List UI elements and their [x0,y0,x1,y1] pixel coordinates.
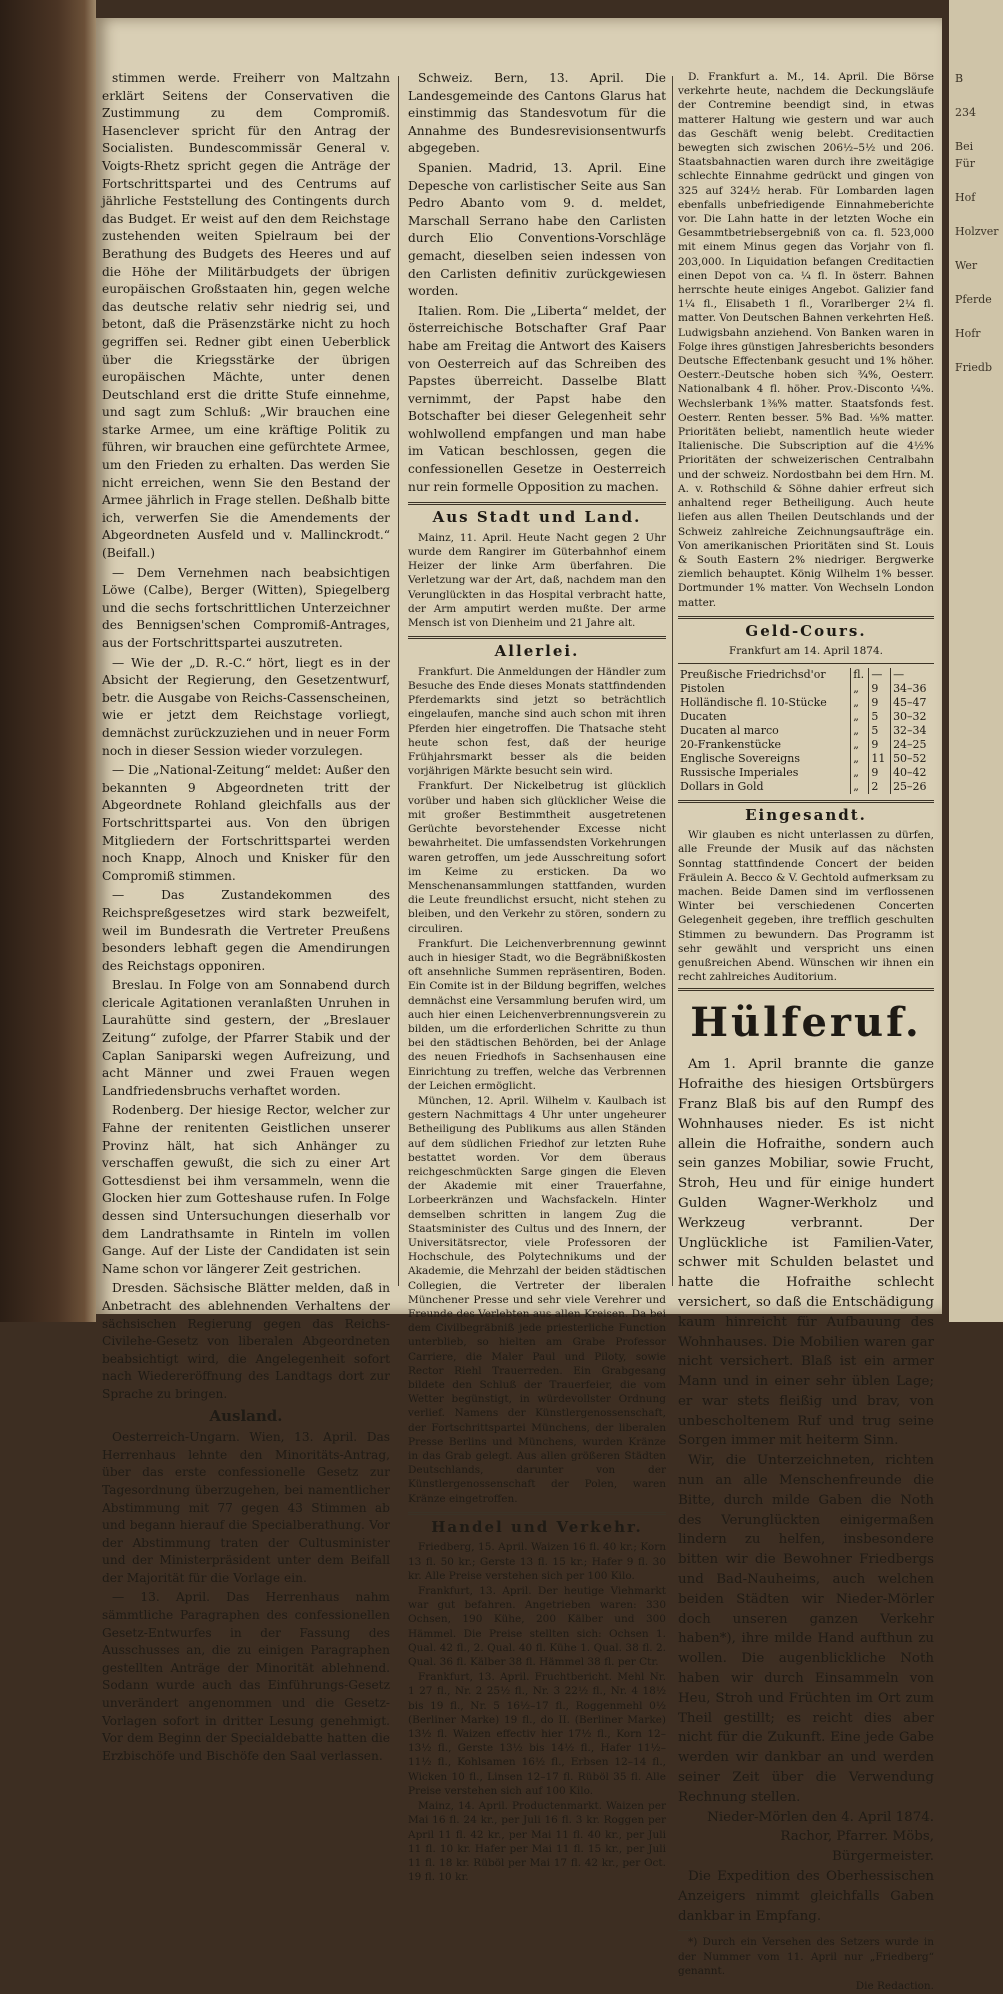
article-dresden: Dresden. Sächsische Blätter melden, daß in Anbetracht des ablehnenden Verhaltens der sächsischen Regierung gegen das Reichs-Civilehe-Gesetz von liberalen Abgeordneten beabsichtigt wird, die Angelegenheit sofort nach Wiedereröffnung des Landtags dort zur Sprache zu bringen. [102,1281,390,1401]
article-concert: Wir glauben es nicht unterlassen zu dürfen, alle Freunde der Musik auf das nächsten Sonntag stattfindende Concert der beiden Fräulein A. Becco & V. Gechtold aufmerksam zu machen. Beide Damen sind im verflossenen Winter bei verschiedenen Concerten Gelegenheit gegeben, ihre trefflich geschulten Stimmen zu bewundern. Das Programm ist sehr gewählt und verspricht uns einen genußreichen Abend. Wünschen wir ihnen ein recht zahlreiches Auditorium. [678,829,934,984]
article-rodenberg: Rodenberg. Der hiesige Rector, welcher zur Fahne der renitenten Geistlichen unserer Provinz hält, hat sich Anhänger zu verschaffen gewußt, die sich zu einer Art Gottesdienst bei ihm versammeln, wenn die Glocken hier zum Gotteshause rufen. In Folge dessen sind Untersuchungen dieserhalb vor dem Landrathsamte in Rinteln im vollen Gange. Auf der Liste der Candidaten ist sein Name schon vor längerer Zeit gestrichen. [102,1103,390,1276]
rate-kreuzer: 30–32 [893,709,927,723]
exchange-row [678,696,934,710]
article-reichscassenscheine: — Wie der „D. R.-C.“ hört, liegt es in der Absicht der Regierung, den Gesetzentwurf, betr. die Ausgabe von Reichs-Cassenscheinen, wie er jetzt dem Reichstage vorliegt, demnächst zurückzuziehen und in neuer Form noch in dieser Session wieder vorzulegen. [102,655,390,758]
rate-gulden: 9 [869,738,891,752]
rate-kreuzer: 34–36 [893,681,927,695]
currency-unit: „ [851,682,869,696]
currency-unit: „ [851,766,869,780]
section-heading-geld-cours: Geld-Cours. [678,616,934,641]
currency-name: Ducaten [678,710,851,724]
rate-kreuzer: 24–25 [893,737,927,751]
appeal-text: Am 1. April brannte die ganze Hofraithe des hiesigen Ortsbürgers Franz Blaß bis auf den Rumpf des Wohnhauses nieder. Es ist nicht allein die Hofraithe, sondern auch sein ganzes Mobiliar, sowie Frucht, Stroh, Heu und für einige hundert Gulden Wagner-Werkholz und Werkzeug verbrannt. Der Unglückliche ist Familien-Vater, schwer mit Schulden belastet und hatte die Hofraithe schlecht versichert, so daß die Entschädigung kaum hinreicht für Aufbauung des Wohnhauses. Die Mobilien waren gar nicht versichert. Blaß ist ein armer Mann und in einer sehr üblen Lage; er war stets fleißig und brav, von unbescholtenem Ruf und trug seine Sorgen immer mit heiterm Sinn. [678,1057,934,1449]
rate-kreuzer: 40–42 [893,765,927,779]
article-spanien: Spanien. Madrid, 13. April. Eine Depesche von carlistischer Seite aus San Pedro Abanto vom 9. d. meldet, Marschall Serrano habe den Carlisten durch Elio Conventions-Vorschläge gemacht, dieselben seien indessen von den Carlisten definitiv zurückgewiesen worden. [408,160,666,299]
appeal-signatures: Rachor, Pfarrer. Möbs, Bürgermeister. [780,1829,934,1865]
exchange-row [678,780,934,794]
rate-kreuzer: — [893,667,905,681]
rate-gulden: 2 [869,780,891,794]
currency-unit: „ [851,752,869,766]
footnote-signature: Die Redaction. [855,1980,934,1993]
column-divider [672,76,673,1286]
article-oesterreich: Oesterreich-Ungarn. Wien, 13. April. Das Herrenhaus lehnte den Minoritäts-Antrag, über das erste confessionelle Gesetz zur Tagesordnung überzugehen, bei namentlicher Abstimmung mit 77 gegen 43 Stimmen ab und begann hierauf die Specialberathung. Vor der Abstimmung traten der Cultusminister und der Ministerpräsident unter dem Beifall der Majorität für die Vorlage ein. [102,1430,390,1585]
currency-name: Pistolen [678,682,851,696]
exchange-row [678,710,934,724]
article-loewe: — Dem Vernehmen nach beabsichtigen Löwe (Calbe), Berger (Witten), Spiegelberg und die sechs fortschrittlichen Unterzeichner des Bennigsen'schen Compromiß-Antrages, aus der Fortschrittspartei auszutreten. [102,565,390,650]
rate-gulden: 9 [869,682,891,696]
rate-gulden: 5 [869,710,891,724]
article-boerse: D. Frankfurt a. M., 14. April. Die Börse verkehrte heute, nachdem die Deckungsläufe der Contremine beendigt sind, in etwas matterer Haltung wie gestern und war auch das Geschäft wenig belebt. Creditactien bewegten sich zwischen 206½–5½ und 206. Staatsbahnactien waren durch ihre zweitägige schlechte Einnahme gedrückt und gingen von 325 auf 324½ herab. Für Lombarden lagen ebenfalls unbefriedigende Einnahmeberichte vor. Die Lahn hatte in der letzten Woche ein Gesammtbetriebsergebniß von ca. fl. 523,000 mit einem Minus gegen das Vorjahr von fl. 203,000. In Liquidation befangen Creditactien einen Depot von ca. ¼ fl. In österr. Bahnen herrschte heute einiges Angebot. Galizier fand 1¼ fl., Elisabeth 1 fl., Vorarlberger 2¼ fl. matter. Von Deutschen Bahnen verkehrten Heß. Ludwigsbahn anziehend. Von Banken waren in Folge ihres günstigen Jahresberichts besonders Deutsche Effectenbank gesucht und 1% höher. Oesterr.-Deutsche hoben sich ¾%, Oesterr. Nationalbank 4 fl. höher. Prov.-Disconto ¼%. Wechslerbank 1⅜% matter. Staatsfonds fest. Oesterr. Renten besser. 5% Bad. ⅛% matter. Prioritäten beliebt, namentlich heute wieder Italienische. Die Subscription auf die 4½% Prioritäten der schweizerischen Centralbahn und der schweiz. Nordostbahn bei dem Hrn. M. A. v. Rothschild & Söhne dahier erfreut sich anhaltend reger Betheiligung. Auch heute liefen aus allen Theilen Deutschlands und der Schweiz zahlreiche Zeichnungsaufträge ein. Von amerikanischen Prioritäten sind St. Louis & South Eastern 2% niedriger. Bergwerke ziemlich behauptet. König Wilhelm 1% besser. Dortmunder 1% matter. Von Wechseln London matter. [678,71,935,609]
currency-unit: „ [851,710,869,724]
rate-kreuzer: 32–34 [893,723,927,737]
exchange-row [678,668,934,682]
rate-gulden: — [869,668,891,682]
currency-name: Dollars in Gold [678,780,851,794]
rate-gulden: 5 [869,724,891,738]
article-pressgesetz: — Das Zustandekommen des Reichspreßgesetzes wird stark bezweifelt, weil im Bundesrath die Vertreter Preußens besonders lebhaft gegen die Amendirungen des Reichstags opponiren. [102,888,390,973]
section-heading-ausland: Ausland. [209,1406,283,1425]
article-italien: Italien. Rom. Die „Liberta“ meldet, der österreichische Botschafter Graf Paar habe am Freitag die Antwort des Kaisers von Oesterreich auf das Schreiben des Papstes überreicht. Dasselbe Blatt vernimmt, der Papst habe den Botschafter bei dieser Gelegenheit sehr wohlwollend empfangen und man habe im Vatican beschlossen, gegen die confessionellen Gesetze in Oesterreich nur rein formelle Opposition zu machen. [408,303,666,494]
heading-huelferuf: Hülferuf. [678,988,934,1049]
article-mainz: Mainz, 11. April. Heute Nacht gegen 2 Uhr wurde dem Rangirer im Güterbahnhof einem Heizer der linke Arm überfahren. Die Verletzung war der Art, daß, nachdem man den Verunglückten in das Hospital verbracht hatte, der Arm amputirt werden mußte. Der arme Mensch ist von Dienheim und 21 Jahre alt. [408,531,666,630]
article-kaulbach: München, 12. April. Wilhelm v. Kaulbach ist gestern Nachmittags 4 Uhr unter ungeheurer Betheiligung des Publikums aus allen Ständen auf dem südlichen Friedhof zur letzten Ruhe bestattet worden. Vor dem überaus reichgeschmückten Sarge gingen die Eleven der Akademie mit einer Trauerfahne, Lorbeerkränzen und Wachsfackeln. Hinter demselben schritten in langem Zug die Staatsminister des Cultus und des Innern, der Universitätsrector, viele Professoren der Hochschule, des Polytechnikums und der Akademie, die Mehrzahl der beiden städtischen Collegien, die Vertreter der liberalen Münchener Presse und sehr viele Verehrer und Freunde des Verlebten aus allen Kreisen. Da bei dem Civilbegräbniß jede priesterliche Function unterblieb, so hielten am Grabe Professor Carriere, die Maler Paul und Piloty, sowie Rector Riehl Trauerreden. Ein Grabgesang bildete den Schluß der Trauerfeier, die vom Wetter begünstigt, in würdevollster Ordnung verlief. Namens der Künstlergenossenschaft, der Fortschrittspartei Münchens, der liberalen Presse Berlins und Münchens, wurden Kränze in das Grab gelegt. Aus allen größeren Städten Deutschlands, darunter von der Künstlergenossenschaft der Polen, waren Kränze eingetroffen. [408,1094,666,1505]
appeal-place-date: Nieder-Mörlen den 4. April 1874. [707,1809,934,1825]
newspaper-page [96,18,942,1993]
currency-unit: fl. [851,668,869,682]
appeal-request: Wir, die Unterzeichneten, richten nun an alle Menschenfreunde die Bitte, durch milde Gaben die Noth des Verunglückten einigermaßen lindern zu helfen, insbesondere bitten wir die Bewohner Friedbergs und Bad-Nauheims, auch welchen beiden Städten wir Nieder-Mörler doch unseren ganzen Verkehr haben*), ihre milde Hand aufthun zu wollen. Die augenblickliche Noth haben wir durch Einsammeln von Heu, Stroh und Früchten im Ort zum Theil gestillt; es reicht dies aber nicht für die Zukunft. Eine jede Gabe werden wir dankbar an und werden seiner Zeit über die Verwendung Rechnung stellen. [678,1453,934,1805]
article-leichenverbrennung: Frankfurt. Die Leichenverbrennung gewinnt auch in hiesiger Stadt, wo die Begräbnißkosten oft ansehnliche Summen repräsentiren, Boden. Ein Comite ist in der Bildung begriffen, welches demnächst eine Versammlung berufen wird, um auch hier einen Leichenverbrennungsverein zu bilden, um die erforderlichen Schritte zu thun bei den städtischen Behörden, bei der Anlage des neuen Friedhofs in Sachsenhausen eine Einrichtung zu treffen, welche das Verbrennen der Leichen ermöglicht. [408,937,666,1092]
section-heading-eingesandt: Eingesandt. [678,800,934,825]
article-nickelbetrug: Frankfurt. Der Nickelbetrug ist glücklich vorüber und haben sich glücklicher Weise die mit großer Bestimmtheit ausgetretenen Gerüchte bevorstehender Excesse nicht bewahrheitet. Die umfassendsten Vorkehrungen waren getroffen, um jede Ausschreitung sofort im Keime zu ersticken. Da wo Menschenansammlungen stattfanden, wurden die Leute freundlichst ersucht, nicht stehen zu bleiben, und den Verkehr zu stören, sondern zu circuliren. [408,780,666,935]
market-friedberg: Friedberg, 15. April. Waizen 16 fl. 40 kr.; Korn 13 fl. 50 kr.; Gerste 13 fl. 15 kr.; Hafer 9 fl. 30 kr. Alle Preise verstehen sich per 100 Kilo. [408,1541,666,1582]
market-fruchtbericht: Frankfurt, 13. April. Fruchtbericht. Mehl Nr. 1 27 fl., Nr. 2 25½ fl., Nr. 3 22½ fl., Nr. 4 18½ bis 19 fl., Nr. 5 16½–17 fl., Roggenmehl 0½ (Berliner Marke) 19 fl., do II. (Berliner Marke) 13½ fl. Waizen effectiv hier 17½ fl., Korn 12–13½ fl., Gerste 13½ bis 14½ fl., Hafer 11½– 11½ fl., Kohlsamen 16½ fl., Erbsen 12–14 fl., Wicken 10 fl., Linsen 12–17 fl. Rüböl 35 fl. Alle Preise verstehen sich auf 100 Kilo. [408,1671,666,1797]
rate-gulden: 9 [869,696,891,710]
exchange-row [678,738,934,752]
currency-unit: „ [851,696,869,710]
currency-unit: „ [851,738,869,752]
currency-name: Ducaten al marco [678,724,851,738]
article-breslau: Breslau. In Folge von am Sonnabend durch clericale Agitationen veranlaßten Unruhen in Laurahütte sind gestern, der „Breslauer Zeitung“ zufolge, der Pfarrer Stabik und der Caplan Saniparski wegen Aufreizung, und acht Männer und zwei Frauen wegen Landfriedensbruchs verhaftet worden. [102,978,390,1098]
adjacent-page-fragment [946,0,1003,1322]
column-middle [408,70,666,1885]
rate-kreuzer: 25–26 [893,779,927,793]
exchange-row [678,752,934,766]
footnote: *) Durch ein Versehen des Setzers wurde in der Nummer vom 11. April nur „Friedberg“ genannt. [678,1936,934,1977]
market-viehmarkt: Frankfurt, 13. April. Der heutige Viehmarkt war gut befahren. Angetrieben waren: 330 Ochsen, 190 Kühe, 200 Kälber und 300 Hämmel. Die Preise stellten sich: Ochsen 1. Qual. 42 fl., 2. Qual. 40 fl. Kühe 1. Qual. 38 fl. 2. Qual. 36 fl. Kälber 38 fl. Hämmel 38 fl. per Ctr. [408,1585,666,1669]
article-pferdemarkt: Frankfurt. Die Anmeldungen der Händler zum Besuche des Ende dieses Monats stattfindenden Pferdemarkts sind jetzt so beträchtlich eingelaufen, manche sind auch schon mit ihren Pferden hier eingetroffen. Die Thatsache steht heute schon fest, daß der heurige Frühjahrsmarkt besser als die beiden vorjährigen Märkte besucht sein wird. [408,665,666,778]
column-right [678,70,934,1994]
currency-unit: „ [851,724,869,738]
currency-name: Holländische fl. 10-Stücke [678,696,851,710]
column-left [102,70,390,1767]
geld-cours-date: Frankfurt am 14. April 1874. [729,645,883,658]
adjacent-page-text: B 234 Bei Für Hof Holzver Wer Pferde Hofr Friedb [955,72,999,374]
currency-unit: „ [851,780,869,794]
rate-kreuzer: 50–52 [893,751,927,765]
rate-gulden: 11 [869,752,891,766]
currency-name: 20-Frankenstücke [678,738,851,752]
section-heading-stadt-land: Aus Stadt und Land. [408,502,666,527]
currency-name: Russische Imperiales [678,766,851,780]
currency-name: Englische Sovereigns [678,752,851,766]
currency-name: Preußische Friedrichsd'or [678,668,851,682]
article-reichstag: stimmen werde. Freiherr von Maltzahn erklärt Seitens der Conservativen die Zustimmung zu dem Compromiß. Hasenclever spricht für den Antrag der Socialisten. Bundescommissär General v. Voigts-Rhetz spricht gegen die Anträge der Fortschrittspartei und des Centrums auf jährliche Feststellung des Contingents durch das Budget. Er weist auf den dem Reichstage zustehenden weiten Spielraum bei der Berathung des Budgets des Heeres und auf die Höhe der Militärbudgets der übrigen europäischen Großstaaten hin, gegen welche das deutsche relativ sehr niedrig sei, und betont, daß die Präsenzstärke nicht zu hoch gegriffen sei. Redner gibt einen Ueberblick über die Kriegsstärke der übrigen europäischen Mächte, unter denen Deutschland erst die dritte Stufe einnehme, und sagt zum Schluß: „Wir brauchen eine starke Armee, um eine kräftige Politik zu führen, wir brauchen eine gefürchtete Armee, um den Frieden zu erhalten. Das werden Sie nicht erreichen, wenn Sie den Bestand der Armee jährlich in Frage stellen. Deßhalb bitte ich, verwerfen Sie die Amendements der Abgeordneten Ausfeld und v. Mallinckrodt.“ (Beifall.) [102,71,390,561]
appeal-expedition: Die Expedition des Oberhessischen Anzeigers nimmt gleichfalls Gaben dankbar in Empfang. [678,1869,934,1924]
section-heading-handel: Handel und Verkehr. [408,1512,666,1537]
article-national-zeitung: — Die „National-Zeitung“ meldet: Außer den bekannten 9 Abgeordneten tritt der Abgeordnete Rohland gleichfalls aus der Fortschrittspartei aus. Von den übrigen Mitgliedern der Fortschrittspartei werden noch Knapp, Alnoch und Knisker für den Compromiß stimmen. [102,763,390,883]
exchange-row [678,682,934,696]
exchange-row [678,766,934,780]
article-schweiz: Schweiz. Bern, 13. April. Die Landesgemeinde des Cantons Glarus hat einstimmig das Standesvotum für die Annahme des Bundesrevisionsentwurfs abgegeben. [408,71,666,156]
exchange-table [678,668,934,794]
rate-gulden: 9 [869,766,891,780]
article-herrenhaus: — 13. April. Das Herrenhaus nahm sämmtliche Paragraphen des confessionellen Gesetz-Entwurfes in der Fassung des Ausschusses an, die zu einigen Paragraphen gestellten Anträge der Minorität ablehnend. Sodann wurde auch das Einführungs-Gesetz unverändert angenommen und die Gesetz-Vorlagen sofort in dritter Lesung genehmigt. Vor dem Beginn der Specialdebatte hatten die Erzbischöfe und Bischöfe den Saal verlassen. [102,1590,390,1763]
market-mainz: Mainz, 14. April. Productenmarkt. Waizen per Mai 16 fl. 24 kr., per Juli 16 fl. 3 kr. Roggen per April 11 fl. 42 kr., per Mai 11 fl. 40 kr., per Juli 11 fl. 10 kr. Hafer per Mai 11 fl. 15 kr., per Juli 11 fl. 18 kr. Rüböl per Mai 17 fl. 42 kr., per Oct. 19 fl. 10 kr. [408,1800,666,1884]
column-divider [398,76,399,1286]
section-heading-allerlei: Allerlei. [408,636,666,661]
rate-kreuzer: 45–47 [893,695,927,709]
exchange-row [678,724,934,738]
book-binding [0,0,96,1322]
